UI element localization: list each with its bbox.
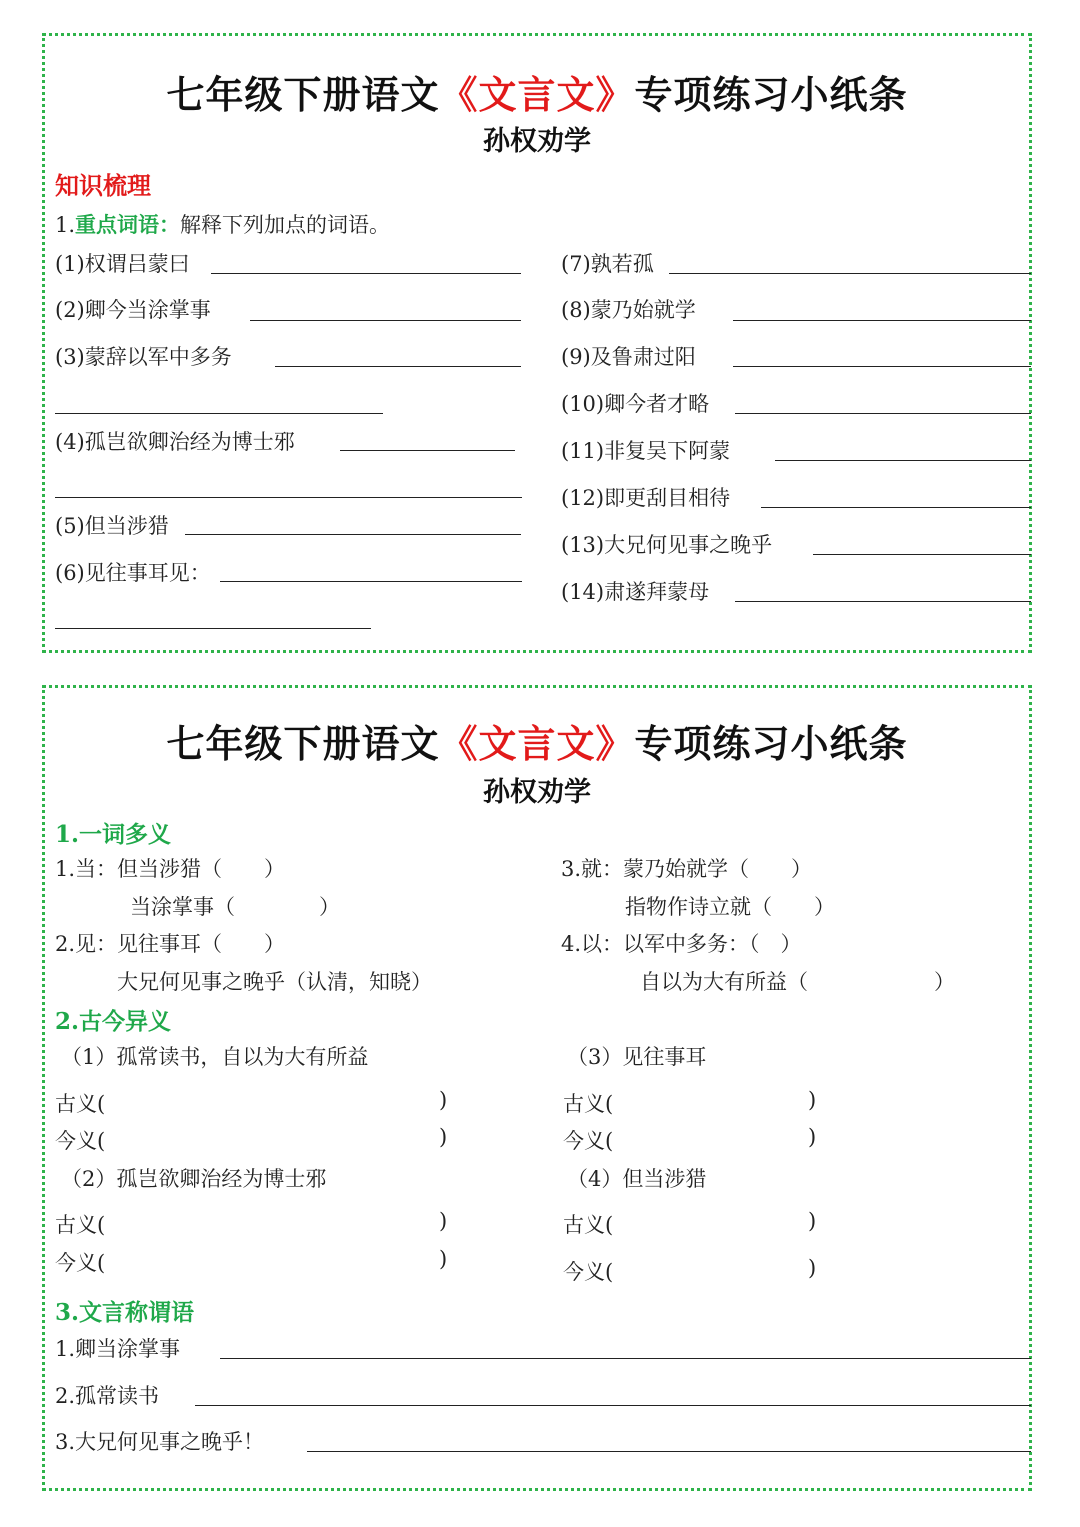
vocab-item-4: (4)孤岂欲卿治经为博士邪 bbox=[55, 430, 295, 454]
close-paren-1b: ) bbox=[439, 1125, 448, 1149]
answer-line-4b[interactable] bbox=[55, 497, 522, 498]
answer-line-7[interactable] bbox=[669, 273, 1031, 274]
card1-title-prefix: 七年级下册语文 bbox=[166, 73, 440, 117]
ancient-modern-item-4: （4）但当涉猎 bbox=[567, 1167, 707, 1191]
answer-line-11[interactable] bbox=[775, 460, 1031, 461]
close-paren-2a: ) bbox=[439, 1209, 448, 1233]
vocab-item-9: (9)及鲁肃过阳 bbox=[561, 345, 696, 369]
section-heading-knowledge: 知识梳理 bbox=[55, 171, 151, 200]
address-term-line-2[interactable] bbox=[195, 1405, 1031, 1406]
vocab-item-10: (10)卿今者才略 bbox=[561, 392, 710, 416]
question-1-header bbox=[55, 209, 390, 239]
ancient-meaning-label-3: 古义( bbox=[563, 1092, 614, 1116]
address-term-item-2: 2.孤常读书 bbox=[55, 1384, 160, 1408]
vocab-item-3: (3)蒙辞以军中多务 bbox=[55, 345, 232, 369]
ancient-meaning-label-1: 古义( bbox=[55, 1092, 106, 1116]
polysemy-item-4: 4.以：以军中多务：（ ） bbox=[561, 932, 802, 956]
vocab-item-7: (7)孰若孤 bbox=[561, 252, 654, 276]
answer-line-8[interactable] bbox=[733, 320, 1031, 321]
modern-meaning-label-2: 今义( bbox=[55, 1251, 106, 1275]
card2-title-suffix: 专项练习小纸条 bbox=[634, 722, 908, 766]
card2-title-prefix: 七年级下册语文 bbox=[166, 722, 440, 766]
answer-line-4[interactable] bbox=[340, 450, 515, 451]
close-paren-1a: ) bbox=[439, 1088, 448, 1112]
ancient-meaning-label-4: 古义( bbox=[563, 1213, 614, 1237]
vocab-item-14: (14)肃遂拜蒙母 bbox=[561, 580, 710, 604]
answer-line-2[interactable] bbox=[250, 320, 521, 321]
close-paren-3b: ) bbox=[808, 1125, 817, 1149]
ancient-modern-item-1: （1）孤常读书，自以为大有所益 bbox=[61, 1045, 369, 1069]
polysemy-item-3b: 指物作诗立就（ ） bbox=[625, 895, 835, 919]
ancient-modern-item-3: （3）见往事耳 bbox=[567, 1045, 707, 1069]
vocab-item-11: (11)非复吴下阿蒙 bbox=[561, 439, 731, 463]
modern-meaning-label-1: 今义( bbox=[55, 1129, 106, 1153]
polysemy-item-3: 3.就：蒙乃始就学（ ） bbox=[561, 857, 813, 881]
polysemy-item-1b: 当涂掌事（ ） bbox=[130, 895, 340, 919]
answer-line-14[interactable] bbox=[735, 601, 1031, 602]
vocab-item-12: (12)即更刮目相待 bbox=[561, 486, 731, 510]
modern-meaning-label-4: 今义( bbox=[563, 1260, 614, 1284]
vocab-item-13: (13)大兄何见事之晚乎 bbox=[561, 533, 773, 557]
worksheet-card-2 bbox=[42, 685, 1032, 1491]
question-1-number: 1. bbox=[55, 213, 76, 237]
section-heading-address-terms: 3.文言称谓语 bbox=[55, 1299, 195, 1326]
polysemy-item-1: 1.当：但当涉猎（ ） bbox=[55, 857, 286, 881]
answer-line-13[interactable] bbox=[813, 554, 1031, 555]
section-heading-ancient-modern: 2.古今异义 bbox=[55, 1008, 172, 1035]
answer-line-9[interactable] bbox=[733, 366, 1031, 367]
card2-title-highlight: 《文言文》 bbox=[439, 722, 635, 766]
answer-line-5[interactable] bbox=[185, 534, 521, 535]
card1-title bbox=[45, 64, 1029, 119]
card1-title-highlight: 《文言文》 bbox=[439, 73, 635, 117]
answer-line-3b[interactable] bbox=[55, 413, 383, 414]
answer-line-1[interactable] bbox=[211, 273, 521, 274]
close-paren-4a: ) bbox=[808, 1209, 817, 1233]
vocab-item-8: (8)蒙乃始就学 bbox=[561, 298, 696, 322]
vocab-item-5: (5)但当涉猎 bbox=[55, 514, 169, 538]
answer-line-10[interactable] bbox=[735, 413, 1031, 414]
address-term-line-3[interactable] bbox=[307, 1451, 1031, 1452]
worksheet-card-1 bbox=[42, 33, 1032, 653]
polysemy-item-2: 2.见：见往事耳（ ） bbox=[55, 932, 286, 956]
card1-subtitle: 孙权劝学 bbox=[483, 126, 591, 157]
vocab-item-6: (6)见往事耳见： bbox=[55, 561, 211, 585]
card1-title-suffix: 专项练习小纸条 bbox=[634, 73, 908, 117]
answer-line-12[interactable] bbox=[761, 507, 1031, 508]
polysemy-item-2b: 大兄何见事之晚乎（认清，知晓） bbox=[117, 970, 432, 994]
modern-meaning-label-3: 今义( bbox=[563, 1129, 614, 1153]
close-paren-4b: ) bbox=[808, 1256, 817, 1280]
ancient-meaning-label-2: 古义( bbox=[55, 1213, 106, 1237]
card2-subtitle: 孙权劝学 bbox=[483, 777, 591, 808]
section-heading-polysemy: 1.一词多义 bbox=[55, 821, 172, 848]
card2-title bbox=[45, 713, 1029, 768]
answer-line-6b[interactable] bbox=[55, 628, 371, 629]
vocab-item-1: (1)权谓吕蒙曰 bbox=[55, 252, 190, 276]
answer-line-3[interactable] bbox=[275, 366, 521, 367]
question-1-instruction: 解释下列加点的词语。 bbox=[180, 213, 391, 237]
close-paren-3a: ) bbox=[808, 1088, 817, 1112]
address-term-line-1[interactable] bbox=[220, 1358, 1031, 1359]
question-1-label: 重点词语： bbox=[75, 212, 181, 237]
vocab-item-2: (2)卿今当涂掌事 bbox=[55, 298, 211, 322]
ancient-modern-item-2: （2）孤岂欲卿治经为博士邪 bbox=[61, 1167, 327, 1191]
address-term-item-1: 1.卿当涂掌事 bbox=[55, 1337, 181, 1361]
answer-line-6[interactable] bbox=[220, 581, 522, 582]
polysemy-item-4b: 自以为大有所益（ ） bbox=[640, 970, 955, 994]
address-term-item-3: 3.大兄何见事之晚乎！ bbox=[55, 1430, 265, 1454]
close-paren-2b: ) bbox=[439, 1247, 448, 1271]
